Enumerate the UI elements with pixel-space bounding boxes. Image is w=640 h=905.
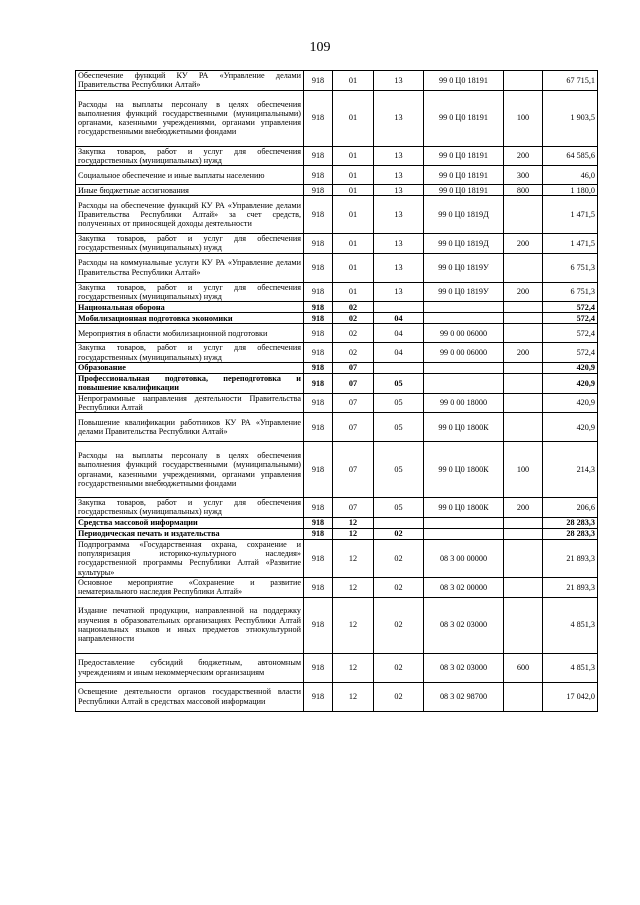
row-gr-cell: 918: [304, 413, 333, 442]
row-sum-cell: 572,4: [543, 302, 598, 313]
table-row: [76, 442, 598, 498]
row-csr-cell: 99 0 Ц0 1800К: [424, 413, 504, 442]
row-csr-cell: 99 0 Ц0 18191: [424, 90, 504, 146]
row-rz-cell: 01: [333, 71, 374, 91]
row-vr-cell: 100: [504, 442, 543, 498]
row-vr-cell: 200: [504, 343, 543, 363]
row-vr-cell: 600: [504, 653, 543, 682]
row-prz-cell: 04: [374, 343, 424, 363]
row-rz-cell: 01: [333, 253, 374, 282]
row-prz-cell: [374, 302, 424, 313]
row-gr-cell: 918: [304, 196, 333, 234]
row-rz-cell: 07: [333, 413, 374, 442]
row-rz-cell: 02: [333, 302, 374, 313]
row-gr-cell: 918: [304, 442, 333, 498]
budget-table-body: [76, 71, 598, 712]
row-vr-cell: 300: [504, 166, 543, 185]
row-rz-cell: 01: [333, 166, 374, 185]
table-row: [76, 653, 598, 682]
row-name-cell: Закупка товаров, работ и услуг для обеспечения государственных (муниципальных) нужд: [76, 282, 304, 302]
row-gr-cell: 918: [304, 498, 333, 518]
row-rz-cell: 01: [333, 90, 374, 146]
row-rz-cell: 12: [333, 517, 374, 528]
row-vr-cell: 200: [504, 146, 543, 166]
row-csr-cell: 99 0 00 18000: [424, 393, 504, 413]
row-csr-cell: [424, 373, 504, 393]
row-prz-cell: 13: [374, 71, 424, 91]
row-prz-cell: 13: [374, 196, 424, 234]
table-row: [76, 682, 598, 711]
row-sum-cell: 6 751,3: [543, 253, 598, 282]
row-prz-cell: 13: [374, 90, 424, 146]
row-name-cell: Закупка товаров, работ и услуг для обеспечения государственных (муниципальных) нужд: [76, 498, 304, 518]
row-prz-cell: 04: [374, 313, 424, 324]
row-sum-cell: 1 471,5: [543, 234, 598, 254]
row-gr-cell: 918: [304, 313, 333, 324]
row-rz-cell: 01: [333, 196, 374, 234]
row-name-cell: Средства массовой информации: [76, 517, 304, 528]
row-gr-cell: 918: [304, 528, 333, 539]
row-gr-cell: 918: [304, 682, 333, 711]
row-vr-cell: [504, 302, 543, 313]
row-sum-cell: 420,9: [543, 413, 598, 442]
row-name-cell: Расходы на коммунальные услуги КУ РА «Управление делами Правительства Республики Алтай»: [76, 253, 304, 282]
row-name-cell: Иные бюджетные ассигнования: [76, 185, 304, 196]
row-vr-cell: [504, 393, 543, 413]
row-gr-cell: 918: [304, 577, 333, 597]
row-csr-cell: 99 0 Ц0 1819У: [424, 253, 504, 282]
row-sum-cell: 1 903,5: [543, 90, 598, 146]
row-gr-cell: 918: [304, 302, 333, 313]
table-row: [76, 373, 598, 393]
row-csr-cell: 99 0 Ц0 18191: [424, 146, 504, 166]
row-csr-cell: [424, 302, 504, 313]
row-rz-cell: 01: [333, 185, 374, 196]
row-prz-cell: 02: [374, 539, 424, 577]
row-vr-cell: [504, 362, 543, 373]
row-csr-cell: 99 0 Ц0 18191: [424, 166, 504, 185]
row-gr-cell: 918: [304, 282, 333, 302]
row-sum-cell: 572,4: [543, 324, 598, 343]
row-gr-cell: 918: [304, 597, 333, 653]
row-vr-cell: [504, 528, 543, 539]
row-name-cell: Закупка товаров, работ и услуг для обеспечения государственных (муниципальных) нужд: [76, 343, 304, 363]
row-name-cell: Мероприятия в области мобилизационной подготовки: [76, 324, 304, 343]
row-sum-cell: 1 180,0: [543, 185, 598, 196]
table-row: [76, 362, 598, 373]
table-row: [76, 166, 598, 185]
row-name-cell: Социальное обеспечение и иные выплаты населению: [76, 166, 304, 185]
row-gr-cell: 918: [304, 185, 333, 196]
row-vr-cell: [504, 324, 543, 343]
row-sum-cell: 1 471,5: [543, 196, 598, 234]
row-prz-cell: 05: [374, 393, 424, 413]
row-name-cell: Повышение квалификации работников КУ РА «Управление делами Правительства Республики Алтай»: [76, 413, 304, 442]
table-row: [76, 393, 598, 413]
row-prz-cell: 05: [374, 442, 424, 498]
row-csr-cell: 08 3 02 98700: [424, 682, 504, 711]
page-number: 109: [309, 40, 331, 55]
row-vr-cell: 100: [504, 90, 543, 146]
table-row: [76, 498, 598, 518]
row-vr-cell: 800: [504, 185, 543, 196]
row-rz-cell: 07: [333, 373, 374, 393]
row-gr-cell: 918: [304, 653, 333, 682]
row-rz-cell: 07: [333, 393, 374, 413]
row-csr-cell: 99 0 Ц0 18191: [424, 185, 504, 196]
row-vr-cell: [504, 413, 543, 442]
row-sum-cell: 64 585,6: [543, 146, 598, 166]
row-csr-cell: 08 3 02 03000: [424, 653, 504, 682]
row-gr-cell: 918: [304, 393, 333, 413]
row-csr-cell: 99 0 Ц0 18191: [424, 71, 504, 91]
row-prz-cell: 05: [374, 498, 424, 518]
row-sum-cell: 21 893,3: [543, 539, 598, 577]
row-sum-cell: 420,9: [543, 362, 598, 373]
table-row: [76, 234, 598, 254]
row-rz-cell: 07: [333, 498, 374, 518]
row-vr-cell: [504, 71, 543, 91]
row-gr-cell: 918: [304, 71, 333, 91]
table-row: [76, 577, 598, 597]
row-gr-cell: 918: [304, 539, 333, 577]
table-row: [76, 539, 598, 577]
row-csr-cell: 99 0 Ц0 1819Д: [424, 234, 504, 254]
row-prz-cell: 04: [374, 324, 424, 343]
row-csr-cell: 08 3 02 03000: [424, 597, 504, 653]
row-rz-cell: 01: [333, 146, 374, 166]
row-gr-cell: 918: [304, 517, 333, 528]
row-prz-cell: 13: [374, 234, 424, 254]
row-sum-cell: 28 283,3: [543, 528, 598, 539]
row-name-cell: Основное мероприятие «Сохранение и развитие нематериального наследия Республики Алтай»: [76, 577, 304, 597]
row-csr-cell: 99 0 Ц0 1800К: [424, 442, 504, 498]
row-vr-cell: [504, 539, 543, 577]
row-sum-cell: 4 851,3: [543, 653, 598, 682]
row-name-cell: Профессиональная подготовка, переподготовка и повышение квалификации: [76, 373, 304, 393]
row-gr-cell: 918: [304, 146, 333, 166]
row-rz-cell: 02: [333, 324, 374, 343]
row-name-cell: Освещение деятельности органов государственной власти Республики Алтай в средствах массовой информации: [76, 682, 304, 711]
row-sum-cell: 4 851,3: [543, 597, 598, 653]
row-name-cell: Непрограммные направления деятельности Правительства Республики Алтай: [76, 393, 304, 413]
row-csr-cell: 99 0 Ц0 1819Д: [424, 196, 504, 234]
row-prz-cell: 13: [374, 253, 424, 282]
row-name-cell: Расходы на обеспечение функций КУ РА «Управление делами Правительства Республики Алтай» за счет средств, полученных от приносящей доходы деятельности: [76, 196, 304, 234]
row-csr-cell: 99 0 00 06000: [424, 324, 504, 343]
row-name-cell: Расходы на выплаты персоналу в целях обеспечения выполнения функций государственными (муниципальными) органами, казенными учреждениями, органами управления государственными внебюджетными фондами: [76, 90, 304, 146]
row-csr-cell: [424, 517, 504, 528]
row-csr-cell: 08 3 02 00000: [424, 577, 504, 597]
row-vr-cell: 200: [504, 234, 543, 254]
row-vr-cell: [504, 597, 543, 653]
row-csr-cell: 99 0 Ц0 1800К: [424, 498, 504, 518]
row-gr-cell: 918: [304, 373, 333, 393]
row-csr-cell: [424, 528, 504, 539]
row-csr-cell: [424, 362, 504, 373]
row-sum-cell: 6 751,3: [543, 282, 598, 302]
row-sum-cell: 214,3: [543, 442, 598, 498]
row-csr-cell: 99 0 Ц0 1819У: [424, 282, 504, 302]
row-prz-cell: 13: [374, 282, 424, 302]
table-row: [76, 597, 598, 653]
row-vr-cell: [504, 577, 543, 597]
table-row: [76, 90, 598, 146]
row-rz-cell: 02: [333, 343, 374, 363]
row-name-cell: Образование: [76, 362, 304, 373]
row-prz-cell: 02: [374, 682, 424, 711]
row-rz-cell: 01: [333, 282, 374, 302]
row-prz-cell: [374, 517, 424, 528]
table-row: [76, 253, 598, 282]
row-name-cell: Закупка товаров, работ и услуг для обеспечения государственных (муниципальных) нужд: [76, 146, 304, 166]
row-vr-cell: 200: [504, 498, 543, 518]
row-csr-cell: 99 0 00 06000: [424, 343, 504, 363]
row-name-cell: Предоставление субсидий бюджетным, автономным учреждениям и иным некоммерческим организациям: [76, 653, 304, 682]
row-gr-cell: 918: [304, 324, 333, 343]
row-prz-cell: 13: [374, 166, 424, 185]
row-gr-cell: 918: [304, 234, 333, 254]
budget-table: [75, 70, 598, 712]
row-name-cell: Обеспечение функций КУ РА «Управление делами Правительства Республики Алтай»: [76, 71, 304, 91]
row-vr-cell: [504, 253, 543, 282]
table-row: [76, 146, 598, 166]
row-rz-cell: 12: [333, 682, 374, 711]
row-rz-cell: 12: [333, 539, 374, 577]
row-prz-cell: 02: [374, 528, 424, 539]
table-row: [76, 324, 598, 343]
row-rz-cell: 07: [333, 442, 374, 498]
row-rz-cell: 07: [333, 362, 374, 373]
row-rz-cell: 02: [333, 313, 374, 324]
row-sum-cell: 572,4: [543, 343, 598, 363]
row-sum-cell: 420,9: [543, 373, 598, 393]
row-rz-cell: 12: [333, 577, 374, 597]
table-row: [76, 517, 598, 528]
row-sum-cell: 206,6: [543, 498, 598, 518]
row-sum-cell: 67 715,1: [543, 71, 598, 91]
row-rz-cell: 12: [333, 653, 374, 682]
row-prz-cell: 05: [374, 373, 424, 393]
row-rz-cell: 01: [333, 234, 374, 254]
row-name-cell: Мобилизационная подготовка экономики: [76, 313, 304, 324]
row-sum-cell: 17 042,0: [543, 682, 598, 711]
row-prz-cell: 02: [374, 577, 424, 597]
row-rz-cell: 12: [333, 528, 374, 539]
row-prz-cell: 05: [374, 413, 424, 442]
table-row: [76, 282, 598, 302]
table-row: [76, 413, 598, 442]
row-vr-cell: [504, 373, 543, 393]
row-vr-cell: [504, 682, 543, 711]
row-prz-cell: 13: [374, 185, 424, 196]
row-rz-cell: 12: [333, 597, 374, 653]
row-gr-cell: 918: [304, 253, 333, 282]
row-csr-cell: 08 3 00 00000: [424, 539, 504, 577]
row-name-cell: Национальная оборона: [76, 302, 304, 313]
row-csr-cell: [424, 313, 504, 324]
row-gr-cell: 918: [304, 343, 333, 363]
row-gr-cell: 918: [304, 90, 333, 146]
row-prz-cell: [374, 362, 424, 373]
table-row: [76, 302, 598, 313]
table-row: [76, 343, 598, 363]
table-row: [76, 196, 598, 234]
row-name-cell: Периодическая печать и издательства: [76, 528, 304, 539]
row-name-cell: Расходы на выплаты персоналу в целях обеспечения выполнения функций государственными (муниципальными) органами, казенными учреждениями, органами управления государственными внебюджетными фондами: [76, 442, 304, 498]
row-name-cell: Закупка товаров, работ и услуг для обеспечения государственных (муниципальных) нужд: [76, 234, 304, 254]
row-prz-cell: 13: [374, 146, 424, 166]
row-vr-cell: [504, 196, 543, 234]
row-sum-cell: 572,4: [543, 313, 598, 324]
row-name-cell: Издание печатной продукции, направленной на поддержку изучения в образовательных организациях Республики Алтай национальных языков и иных предметов этнокультурной направленности: [76, 597, 304, 653]
table-row: [76, 528, 598, 539]
row-prz-cell: 02: [374, 597, 424, 653]
row-prz-cell: 02: [374, 653, 424, 682]
table-row: [76, 185, 598, 196]
table-row: [76, 71, 598, 91]
row-vr-cell: 200: [504, 282, 543, 302]
row-sum-cell: 420,9: [543, 393, 598, 413]
row-gr-cell: 918: [304, 362, 333, 373]
table-row: [76, 313, 598, 324]
row-sum-cell: 28 283,3: [543, 517, 598, 528]
row-sum-cell: 46,0: [543, 166, 598, 185]
row-vr-cell: [504, 517, 543, 528]
row-sum-cell: 21 893,3: [543, 577, 598, 597]
row-gr-cell: 918: [304, 166, 333, 185]
row-name-cell: Подпрограмма «Государственная охрана, сохранение и популяризация историко-культурного наследия» государственной программы Республики Алтай «Развитие культуры»: [76, 539, 304, 577]
row-vr-cell: [504, 313, 543, 324]
